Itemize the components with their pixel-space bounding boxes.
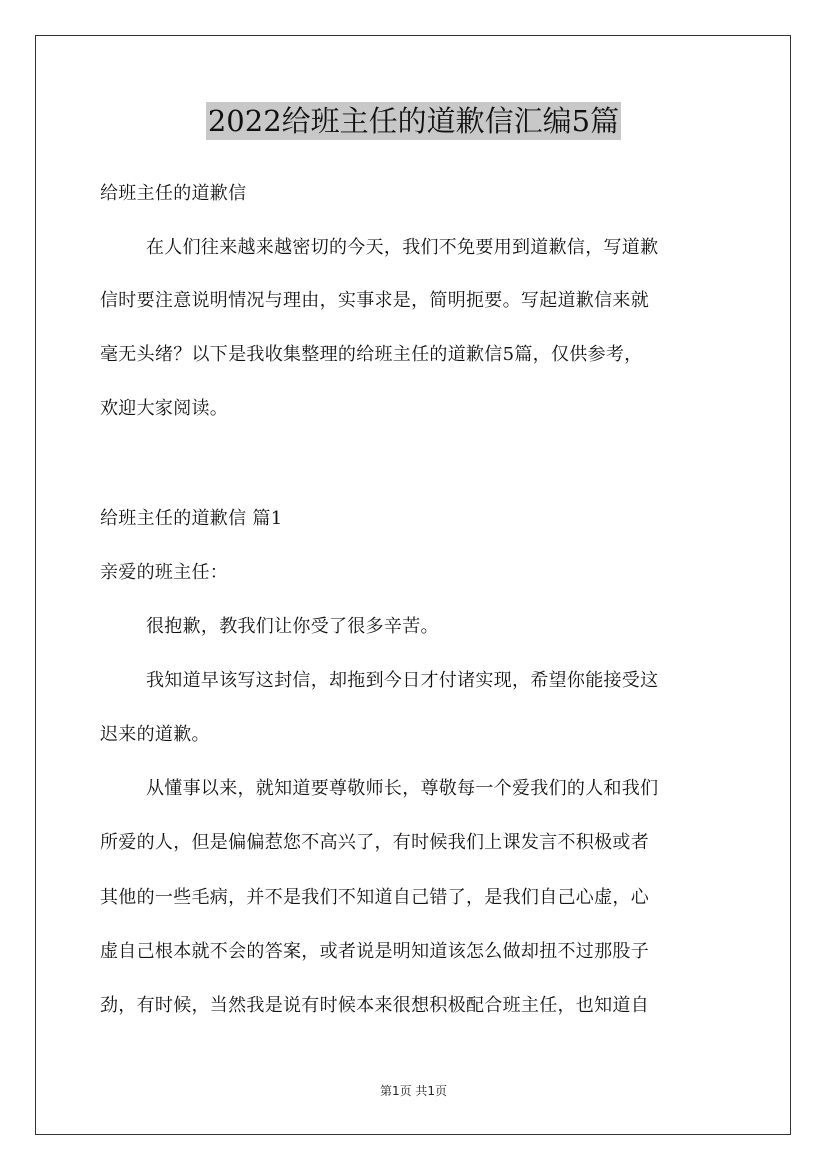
body-line: 我知道早该写这封信，却拖到今日才付诸实现，希望你能接受这 [146,670,659,691]
page-footer: 第1页 共1页 [379,1084,448,1098]
body-line: 迟来的道歉。 [100,724,210,745]
intro-line: 在人们往来越来越密切的今天，我们不免要用到道歉信，写道歉 [146,237,659,258]
body-line: 虚自己根本就不会的答案，或者说是明知道该怎么做却扭不过那股子 [100,941,649,962]
body-line: 其他的一些毛病，并不是我们不知道自己错了，是我们自己心虚，心 [100,887,649,908]
body-line: 很抱歉，教我们让你受了很多辛苦。 [146,616,439,637]
body-line: 所爱的人，但是偏偏惹您不高兴了，有时候我们上课发言不积极或者 [100,832,649,853]
title-container [0,102,827,140]
subtitle: 给班主任的道歉信 [100,183,247,204]
section-heading: 给班主任的道歉信 篇1 [100,508,283,529]
intro-line: 信时要注意说明情况与理由，实事求是，简明扼要。写起道歉信来就 [100,290,649,311]
document-title: 2022给班主任的道歉信汇编5篇 [207,104,620,138]
salutation: 亲爱的班主任： [100,562,229,583]
intro-line: 欢迎大家阅读。 [100,398,229,419]
body-line: 劲，有时候，当然我是说有时候本来很想积极配合班主任，也知道自 [100,995,649,1016]
body-line: 从懂事以来，就知道要尊敬师长，尊敬每一个爱我们的人和我们 [146,778,659,799]
intro-line: 毫无头绪？以下是我收集整理的给班主任的道歉信5篇，仅供参考， [100,344,643,365]
